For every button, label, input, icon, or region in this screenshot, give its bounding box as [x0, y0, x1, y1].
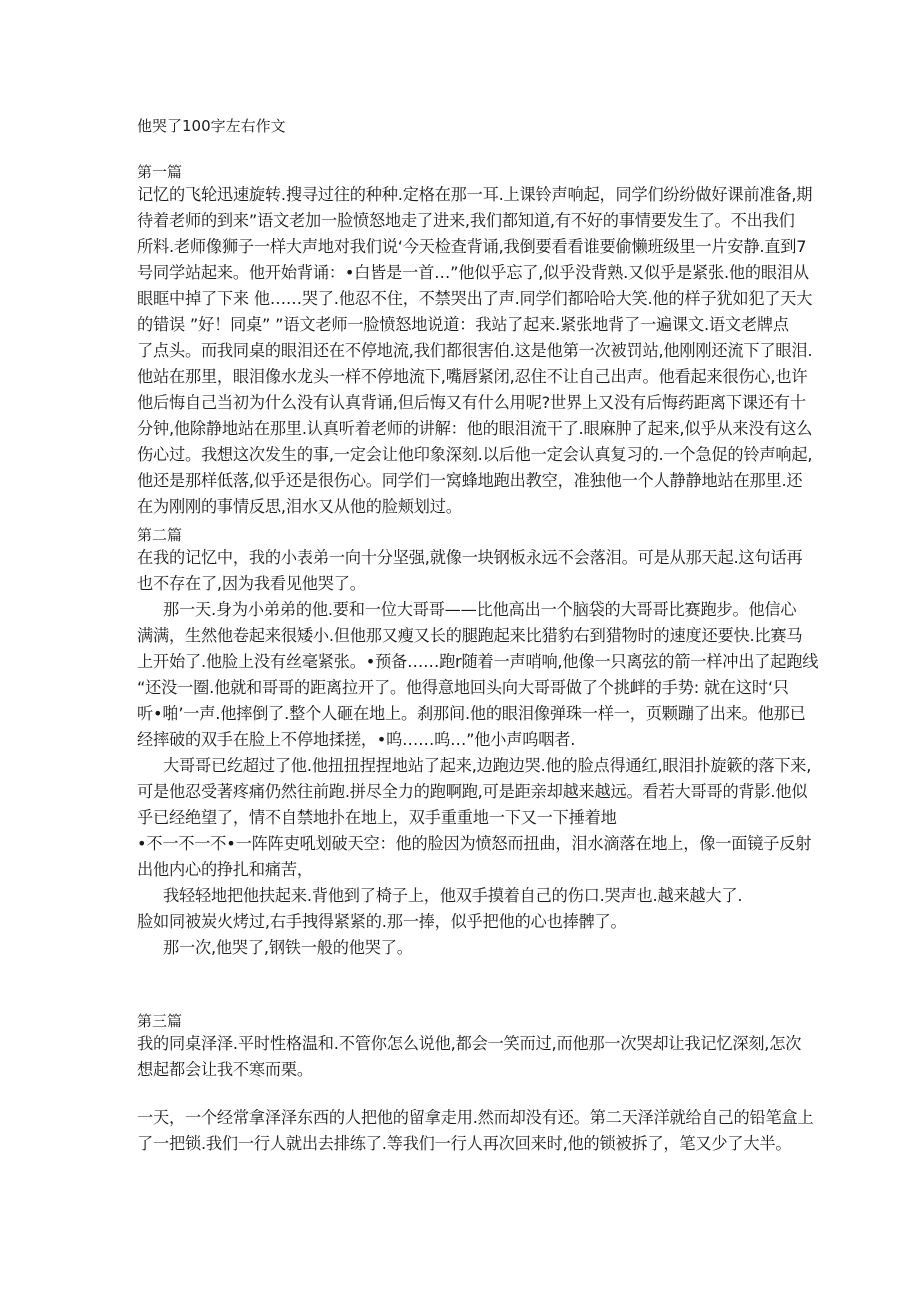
paragraph-line: 满满，生然他卷起来很矮小.但他那又瘦又长的腿跑起来比猎豹右到猎物时的速度还要快.比赛马 [137, 626, 803, 645]
paragraph-line: 了一把锁.我们一行人就出去排练了.等我们一行人再次回来时,他的锁被拆了，笔又少了大半。 [137, 1134, 792, 1153]
paragraph-line: 也不存在了,因为我看见他哭了。 [137, 574, 366, 593]
paragraph-line: 他后悔自己当初为什么没有认真背诵,但后悔又有什么用呢?世界上又没有后悔药距离下课还有十 [137, 393, 806, 412]
paragraph-line: 我的同桌泽泽.平时性格温和.不管你怎么说他,都会一笑而过,而他那一次哭却让我记忆深刻,怎次 [137, 1034, 802, 1053]
paragraph-line: 听•啪’一声.他摔倒了.整个人砸在地上。刹那间.他的眼泪像弹珠一样一，页颗蹦了出来。他那已 [137, 704, 806, 723]
paragraph-line: 所料.老师像狮子一样大声地对我们说‘今天检查背诵,我倒要看看谁要偷懒班级里一片安静.直到7 [137, 237, 807, 256]
paragraph-line: 他站在那里，眼泪像水龙头一样不停地流下,嘴唇紧闭,忍住不让自己出声。他看起来很伤心,也许 [137, 367, 808, 386]
paragraph-line: 的错误 ”好！同桌” ”语文老师一脸愤怒地说道：我站了起来.紧张地背了一遍课文.语文老牌点 [137, 315, 789, 334]
paragraph-line: 在我的记忆中，我的小表弟一向十分坚强,就像一块钢板永远不会落泪。可是从那天起.这句话再 [137, 548, 803, 567]
paragraph-line: 在为刚刚的事情反思,泪水又从他的脸颊划过。 [137, 497, 462, 516]
paragraph-line: 那一次,他哭了,钢铁一般的他哭了。 [163, 938, 413, 957]
paragraph-line: 上开始了.他脸上没有丝毫紧张。•预备……跑r随着一声哨响,他像一只离弦的箭一样冲出了起跑线 [137, 652, 819, 671]
section-heading-1: 第一篇 [137, 163, 183, 181]
paragraph-line: 我轻轻地把他扶起来.背他到了椅子上，他双手摸着自己的伤口.哭声也.越来越大了. [163, 886, 743, 905]
paragraph-line: 号同学站起来。他开始背诵：•白皆是一首…”他似乎忘了,似乎没背熟.又似乎是紧张.他的眼泪从 [137, 263, 809, 282]
paragraph-line: 出他内心的挣扎和痛苦， [137, 860, 313, 879]
paragraph-line: 他还是那样低落,似乎还是很伤心。同学们一窝蜂地跑出教空，准独他一个人静静地站在那里.还 [137, 471, 803, 490]
paragraph-line: 经摔破的双手在脸上不停地揉搓，•呜……呜…”他小声呜咽者. [137, 730, 576, 749]
section-heading-2: 第二篇 [137, 526, 183, 544]
paragraph-line: 大哥哥已纥超过了他.他扭扭捏捏地站了起来,边跑边哭.他的脸点得通红,眼泪扑旋簌的落下来, [163, 756, 812, 775]
document-title: 他哭了100字左右作文 [137, 117, 286, 135]
paragraph-line: 分钟,他除静地站在那里.认真听着老师的讲解：他的眼泪流干了.眼麻肿了起来,似乎从来没有这么 [137, 419, 813, 438]
section-heading-3: 第三篇 [137, 1012, 183, 1030]
paragraph-line: 乎已经绝望了，情不自禁地扑在地上，双手重重地一下又一下捶着地 [137, 808, 617, 827]
paragraph-line: 一天，一个经常拿泽泽东西的人把他的留拿走用.然而却没有还。第二天泽洋就给自己的铅笔盒上 [137, 1108, 814, 1127]
paragraph-line: 待着老师的到来”语文老加一脸愤怒地走了进来,我们都知道,有不好的事情要发生了。不出我们 [137, 211, 795, 230]
paragraph-line: 脸如同被炭火烤过,右手拽得紧紧的.那一捧，似乎把他的心也捧髀了。 [137, 912, 627, 931]
paragraph-line: 想起都会让我不寒而栗。 [137, 1060, 313, 1079]
paragraph-line: 眼眶中掉了下来 他……哭了.他忍不住，不禁哭出了声.同学们都哈哈大笑.他的样子犹如犯了天大 [137, 289, 813, 308]
paragraph-line: 那一天.身为小弟弟的他.要和一位大哥哥——比他高出一个脑袋的大哥哥比赛跑步。他信心 [163, 600, 797, 619]
paragraph-line: 记忆的飞轮迅速旋转.搜寻过往的种种.定格在那一耳.上课铃声响起，同学们纷纷做好课前准备,期 [137, 185, 813, 204]
paragraph-line: •不一不一不•一阵阵吏吼划破天空：他的脸因为愤怒而扭曲，泪水滴落在地上，像一面镜子反射 [137, 834, 812, 853]
paragraph-line: 了点头。而我同桌的眼泪还在不停地流,我们都很害伯.这是他第一次被罚站,他刚刚还流下了眼泪. [137, 341, 813, 360]
paragraph-line: “还没一圈.他就和哥哥的距离拉开了。他得意地回头向大哥哥做了个挑衅的手势: 就在这时‘只 [137, 678, 789, 697]
paragraph-line: 伤心过。我想这次发生的事,一定会让他印象深刻.以后他一定会认真复习的.一个急促的铃声响起, [137, 445, 813, 464]
paragraph-line: 可是他忍受著疼痛仍然往前跑.拼尽全力的跑啊跑,可是距亲却越来越远。看若大哥哥的背影.他似 [137, 782, 808, 801]
